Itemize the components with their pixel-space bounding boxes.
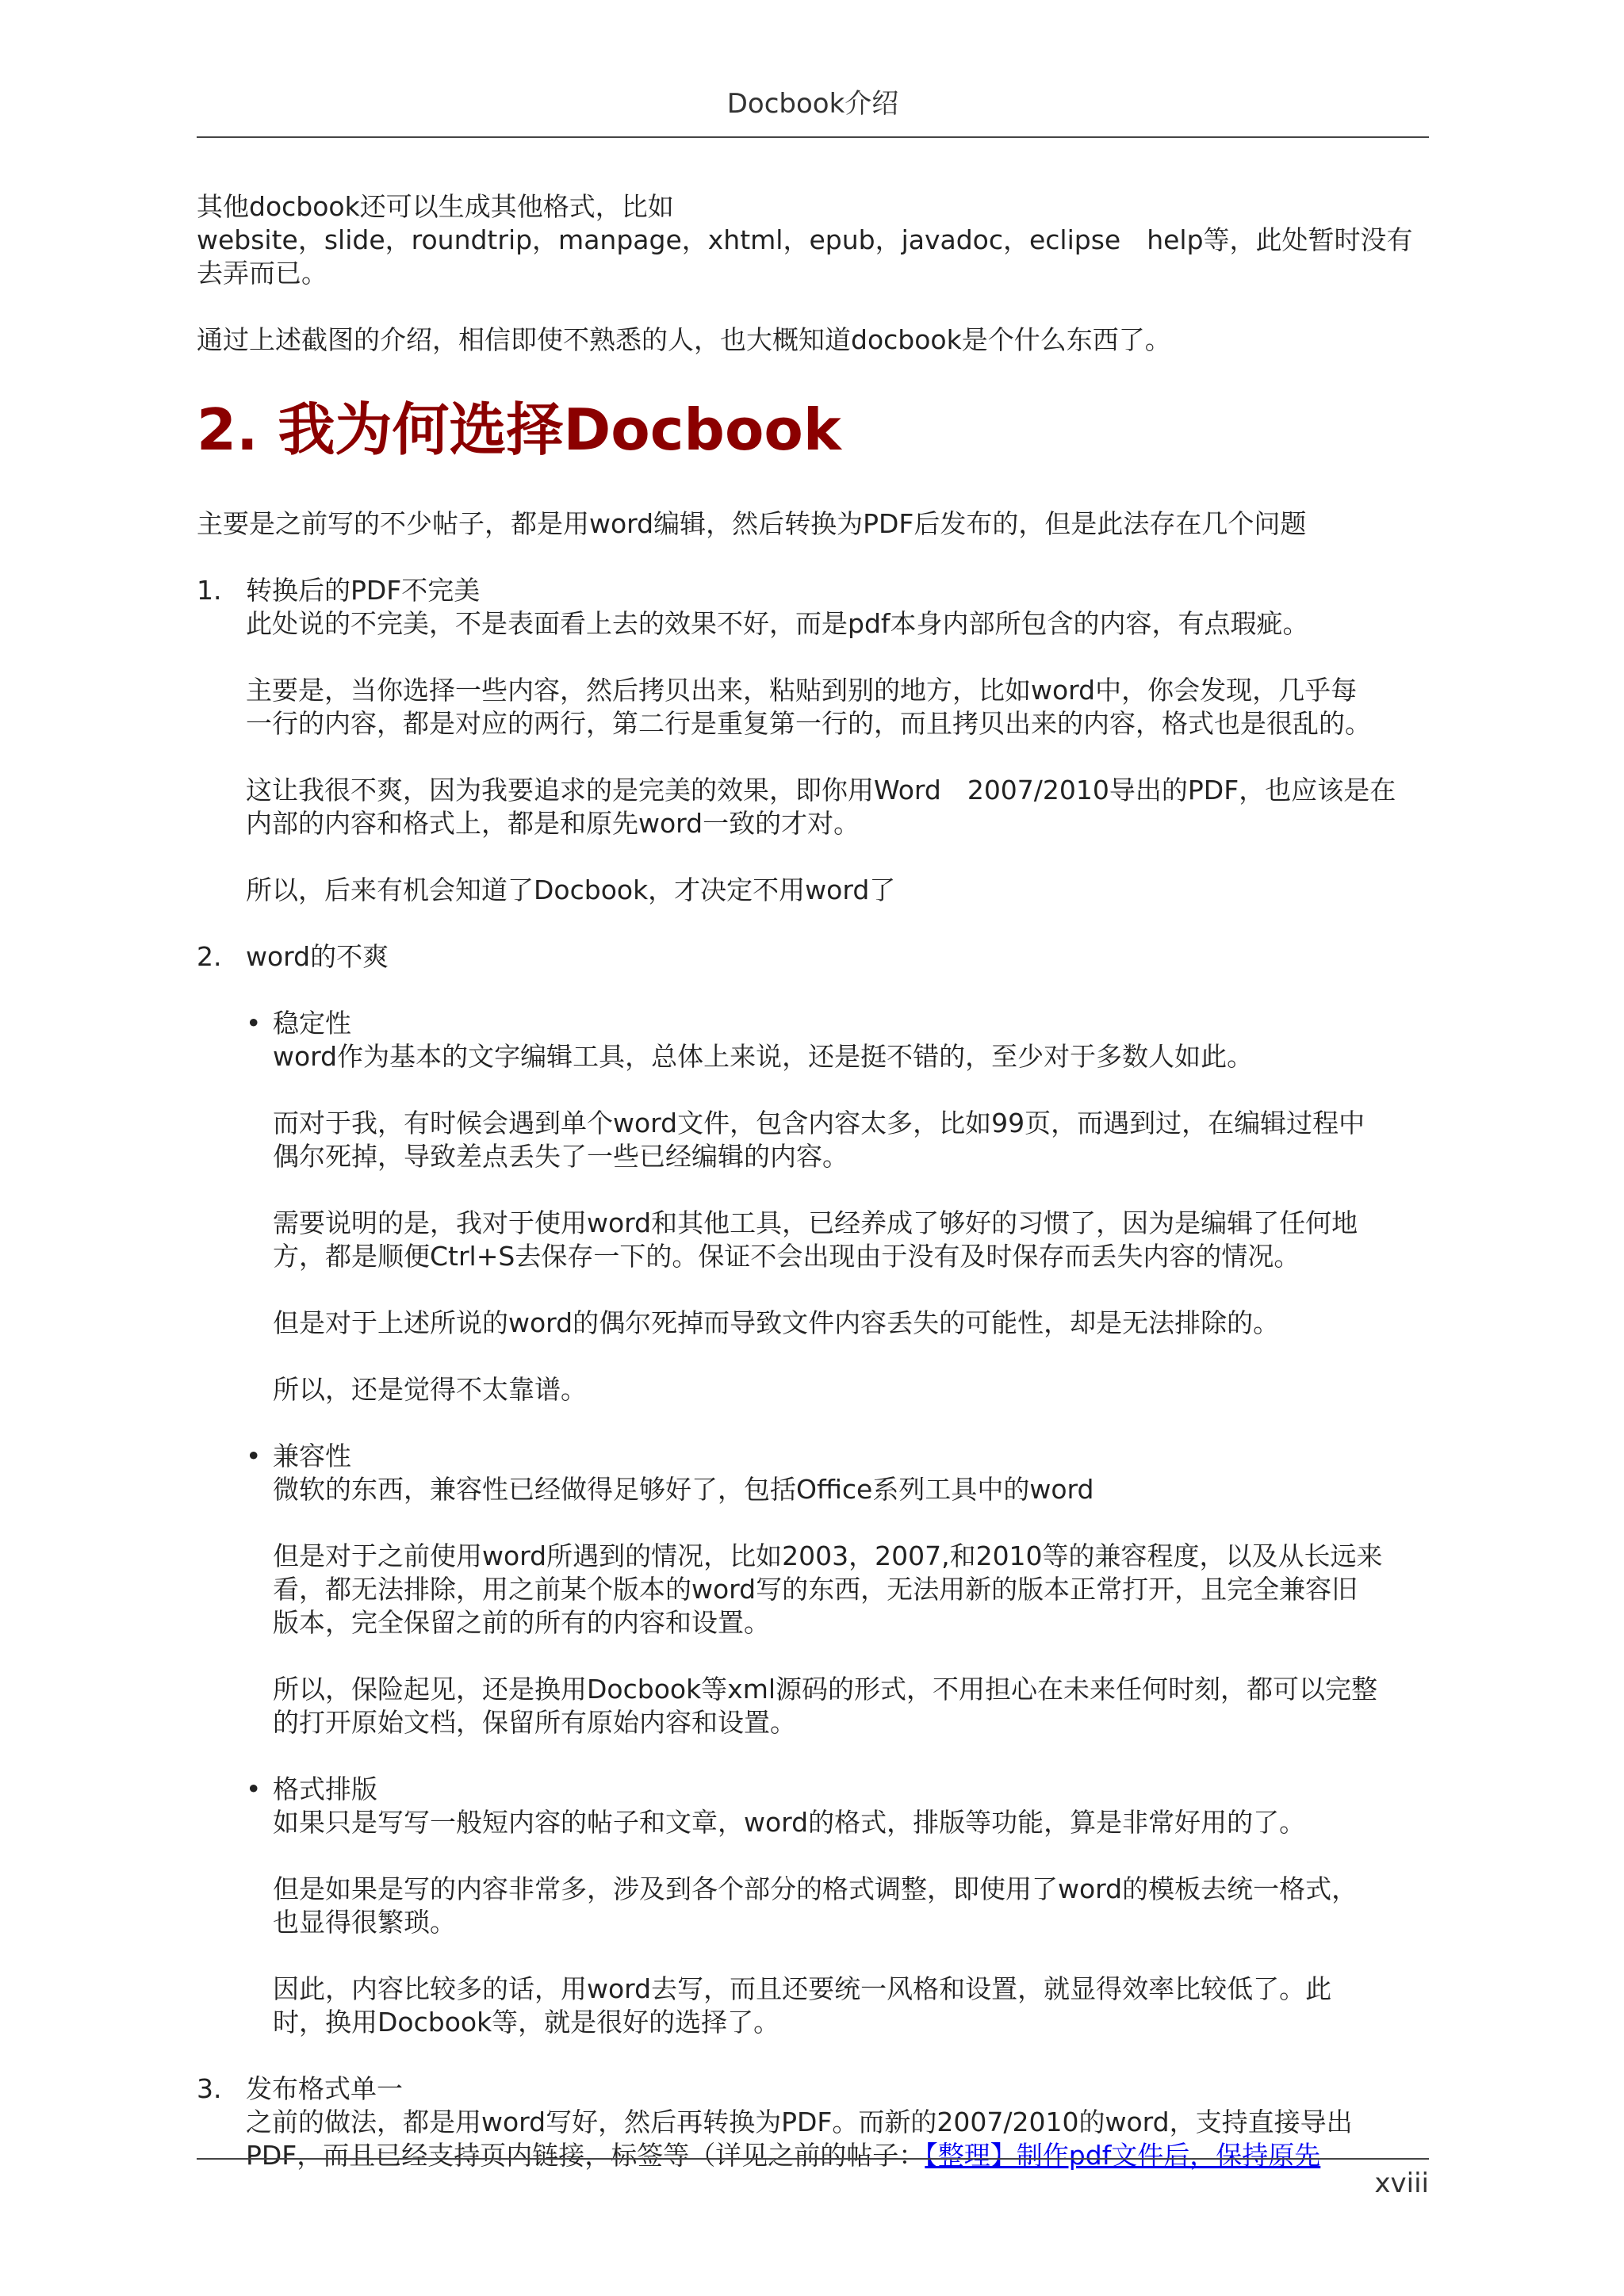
section-heading: 2. 我为何选择Docbook (197, 396, 841, 463)
list-item-title: 发布格式单一 (246, 2073, 403, 2104)
list-item: 1. 转换后的PDF不完美 此处说的不完美，不是表面看上去的效果不好，而是pdf本身内部所包含的内容，有点瑕疵。 主要是，当你选择一些内容，然后拷贝出来，粘贴到别的地方，比如word中，你会发现，几乎每 一行的内容，都是对应的两行，第二行是重复第一行的，而且拷贝出来的内容，格式也是很乱的。 这让我很不爽，因为我要追求的是完美的效果，即你用Word 2007/2010导出的PDF，也应该是在 内部的内容和格式上，都是和原先word一致的才对。 所以，后来有机会知道了Docbook，才决定不用word了 (197, 574, 1429, 907)
bullet-title: 兼容性 (273, 1441, 351, 1471)
list-item: 3. 发布格式单一 之前的做法，都是用word写好，然后再转换为PDF。而新的2007/2010的word，支持直接导出 PDF，而且已经支持页内链接，标签等（详见之前的帖子：【整理】制作pdf文件后，保持原先 (197, 2073, 1353, 2171)
list-number: 2. (197, 941, 222, 972)
paragraph: 所以，后来有机会知道了Docbook，才决定不用word了 (246, 874, 896, 905)
paragraph: 这让我很不爽，因为我要追求的是完美的效果，即你用Word 2007/2010导出的PDF，也应该是在 内部的内容和格式上，都是和原先word一致的才对。 (246, 775, 1396, 839)
intro-paragraph-2: 通过上述截图的介绍，相信即使不熟悉的人，也大概知道docbook是个什么东西了。 (197, 324, 1171, 355)
section-lead: 主要是之前写的不少帖子，都是用word编辑，然后转换为PDF后发布的，但是此法存在几个问题 (197, 508, 1307, 539)
page-number: xviii (197, 2158, 1429, 2207)
list-item-title: word的不爽 (246, 941, 389, 972)
bullet-icon: • (246, 1008, 262, 1039)
paragraph: 但是对于之前使用word所遇到的情况，比如2003，2007,和2010等的兼容程度，以及从长远来 看，都无法排除，用之前某个版本的word写的东西，无法用新的版本正常打开，且完全兼容旧 版本，完全保留之前的所有的内容和设置。 (273, 1540, 1383, 1638)
paragraph: 因此，内容比较多的话，用word去写，而且还要统一风格和设置，就显得效率比较低了。此 时，换用Docbook等，就是很好的选择了。 (273, 1973, 1332, 2038)
bullet-icon: • (246, 1774, 262, 1804)
bullet-item: • 格式排版 如果只是写写一般短内容的帖子和文章，word的格式，排版等功能，算是非常好用的了。 但是如果是写的内容非常多，涉及到各个部分的格式调整，即使用了word的模板去统一格式， 也显得很繁琐。 因此，内容比较多的话，用word去写，而且还要统一风格和设置，就显得效率比较低了。此 时，换用Docbook等，就是很好的选择了。 (246, 1773, 1429, 2039)
list-number: 1. (197, 575, 222, 606)
page-content (197, 190, 1429, 2206)
paragraph: 所以，还是觉得不太靠谱。 (273, 1374, 587, 1405)
bullet-item: • 兼容性 微软的东西，兼容性已经做得足够好了，包括Office系列工具中的word 但是对于之前使用word所遇到的情况，比如2003，2007,和2010等的兼容程度，以及从长远来 看，都无法排除，用之前某个版本的word写的东西，无法用新的版本正常打开，且完全兼容旧 版本，完全保留之前的所有的内容和设置。 所以，保险起见，还是换用Docbook等xml源码的形式，不用担心在未来任何时刻，都可以完整 的打开原始文档，保留所有原始内容和设置。 (246, 1440, 1429, 1739)
paragraph: 而对于我，有时候会遇到单个word文件，包含内容太多，比如99页，而遇到过，在编辑过程中 偶尔死掉，导致差点丢失了一些已经编辑的内容。 (273, 1108, 1365, 1172)
list-item (197, 940, 1429, 2039)
paragraph: 所以，保险起见，还是换用Docbook等xml源码的形式，不用担心在未来任何时刻，都可以完整 的打开原始文档，保留所有原始内容和设置。 (273, 1674, 1378, 1738)
bullet-title: 稳定性 (273, 1008, 351, 1039)
paragraph: 需要说明的是，我对于使用word和其他工具，已经养成了够好的习惯了，因为是编辑了任何地 方，都是顺便Ctrl+S去保存一下的。保证不会出现由于没有及时保存而丢失内容的情况。 (273, 1207, 1358, 1272)
paragraph: 主要是，当你选择一些内容，然后拷贝出来，粘贴到别的地方，比如word中，你会发现，几乎每 一行的内容，都是对应的两行，第二行是重复第一行的，而且拷贝出来的内容，格式也是很乱的。 (246, 675, 1371, 739)
bullet-item: • 稳定性 word作为基本的文字编辑工具，总体上来说，还是挺不错的，至少对于多数人如此。 而对于我，有时候会遇到单个word文件，包含内容太多，比如99页，而遇到过，在编辑过程中 偶尔死掉，导致差点丢失了一些已经编辑的内容。 需要说明的是，我对于使用word和其他工具，已经养成了够好的习惯了，因为是编辑了任何地 方，都是顺便Ctrl+S去保存一下的。保证不会出现由于没有及时保存而丢失内容的情况。 但是对于上述所说的word的偶尔死掉而导致文件内容丢失的可能性，却是无法排除的。 所以，还是觉得不太靠谱。 (246, 1007, 1429, 1406)
list-number: 3. (197, 2073, 222, 2104)
running-header: Docbook介绍 (197, 79, 1429, 138)
paragraph: 但是如果是写的内容非常多，涉及到各个部分的格式调整，即使用了word的模板去统一格式， 也显得很繁琐。 (273, 1873, 1358, 1938)
intro-paragraph-1: 其他docbook还可以生成其他格式，比如 website，slide，roundtrip，manpage，xhtml，epub，javadoc，eclipse help等，此处暂时没有 去弄而已。 (197, 191, 1413, 289)
paragraph: 但是对于上述所说的word的偶尔死掉而导致文件内容丢失的可能性，却是无法排除的。 (273, 1307, 1280, 1338)
list-item-title: 转换后的PDF不完美 (246, 575, 481, 606)
bullet-title: 格式排版 (273, 1774, 377, 1804)
post-link[interactable]: 【整理】制作pdf文件后，保持原先 (925, 2140, 1321, 2171)
bullet-icon: • (246, 1441, 262, 1471)
